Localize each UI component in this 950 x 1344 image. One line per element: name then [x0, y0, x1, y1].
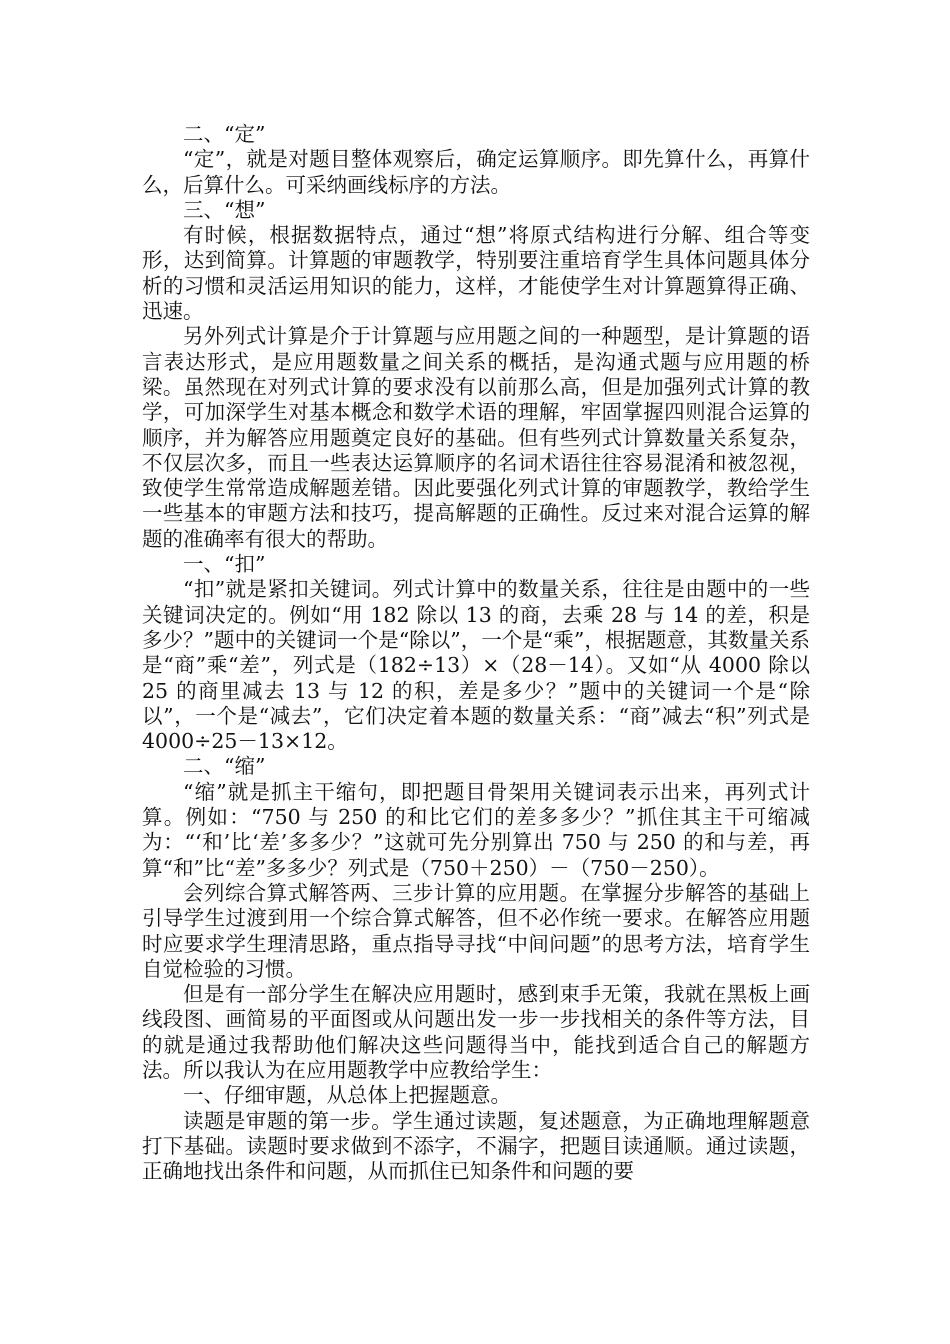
paragraph-application-problems: 但是有一部分学生在解决应用题时，感到束手无策，我就在黑板上画线段图、画简易的平面图或从问题出发一步一步找相关的条件等方法，目的就是通过我帮助他们解决这些问题得当中，能找到适合自己的解题方法。所以我认为在应用题教学中应教给学生： [142, 982, 810, 1082]
heading-xiang: 三、“想” [183, 197, 266, 222]
heading-kou: 一、“扣” [183, 552, 266, 577]
paragraph-xiang: 有时候，根据数据特点，通过“想”将原式结构进行分解、组合等变形，达到简算。计算题的审题教学，特别要注重培育学生具体问题具体分析的习惯和灵活运用知识的能力，这样，才能使学生对计算题算得正确、迅速。 [142, 223, 810, 324]
paragraph-suo: “缩”就是抓主干缩句，即把题目骨架用关键词表示出来，再列式计算。例如：“750 与 250 的和比它们的差多多少？”抓住其主干可缩减为：“‘和’比‘差’多多少？”这就可先分别算出 750 与 250 的和与差，再算“和”比“差”多多少？列式是（750＋250）－（750－250）。 [142, 779, 810, 880]
paragraph-comprehensive-formula: 会列综合算式解答两、三步计算的应用题。在掌握分步解答的基础上引导学生过渡到用一个综合算式解答，但不必作统一要求。在解答应用题时应要求学生理清思路，重点指导寻找“中间问题”的思考方法，培育学生自觉检验的习惯。 [142, 880, 810, 981]
paragraph-list-calculation: 另外列式计算是介于计算题与应用题之间的一种题型，是计算题的语言表达形式，是应用题数量之间关系的概括，是沟通式题与应用题的桥梁。虽然现在对列式计算的要求没有以前那么高，但是加强列式计算的教学，可加深学生对基本概念和数学术语的理解，牢固掌握四则混合运算的顺序，并为解答应用题奠定良好的基础。但有些列式计算数量关系复杂，不仅层次多，而且一些表达运算顺序的名词术语往往容易混淆和被忽视，致使学生常常造成解题差错。因此要强化列式计算的审题教学，教给学生一些基本的审题方法和技巧，提高解题的正确性。反过来对混合运算的解题的准确率有很大的帮助。 [142, 324, 810, 551]
heading-suo: 二、“缩” [183, 754, 266, 779]
paragraph-reading-question: 读题是审题的第一步。学生通过读题，复述题意，为正确地理解题意打下基础。读题时要求做到不添字，不漏字，把题目读通顺。通过读题，正确地找出条件和问题，从而抓住已知条件和问题的要 [142, 1108, 810, 1184]
heading-careful-reading: 一、仔细审题，从总体上把握题意。 [183, 1083, 511, 1108]
paragraph-ding: “定”，就是对题目整体观察后，确定运算顺序。即先算什么，再算什么，后算什么。可采纳画线标序的方法。 [142, 147, 810, 197]
paragraph-kou: “扣”就是紧扣关键词。列式计算中的数量关系，往往是由题中的一些关键词决定的。例如“用 182 除以 13 的商，去乘 28 与 14 的差，积是多少？”题中的关键词一个是“除以”，一个是“乘”，根据题意，其数量关系是“商”乘“差”，列式是（182÷13）×（28－14）。又如“从 4000 除以 25 的商里减去 13 与 12 的积，差是多少？”题中的关键词一个是“除以”，一个是“减去”，它们决定着本题的数量关系：“商”减去“积”列式是 4000÷25－13×12。 [142, 577, 810, 754]
document-body [142, 122, 810, 1184]
heading-ding: 二、“定” [183, 122, 266, 146]
